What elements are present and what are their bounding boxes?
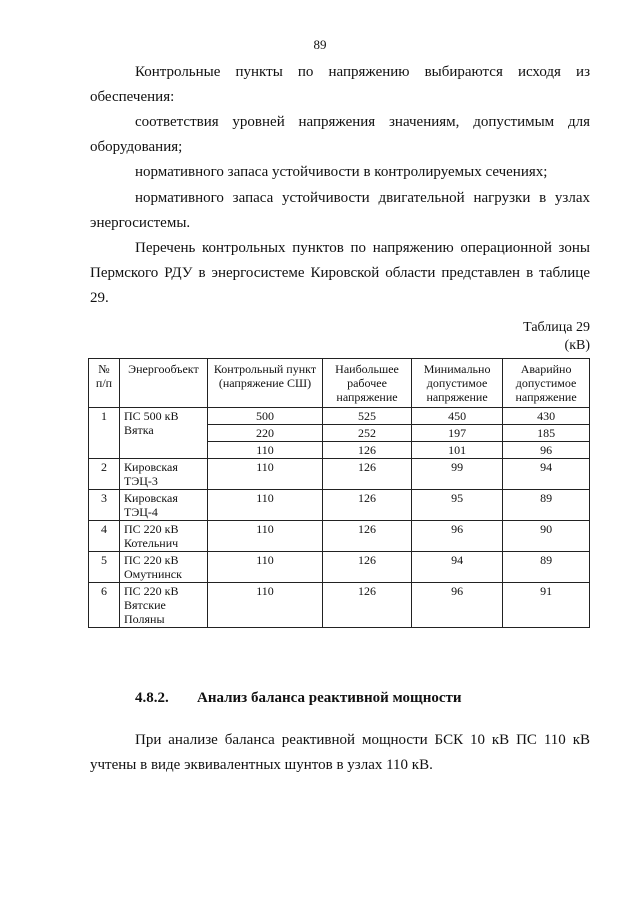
cell-max-operating: 126 <box>323 552 412 583</box>
row-number: 2 <box>89 459 120 490</box>
cell-min-allowed: 94 <box>411 552 502 583</box>
control-points-table <box>88 358 590 628</box>
cell-max-operating: 126 <box>323 459 412 490</box>
table-row <box>89 583 590 628</box>
table-row <box>89 459 590 490</box>
cell-control-point: 110 <box>207 583 322 628</box>
cell-emergency: 89 <box>503 552 590 583</box>
cell-min-allowed: 197 <box>411 425 502 442</box>
header-no: № п/п <box>89 359 120 408</box>
row-number: 5 <box>89 552 120 583</box>
row-number: 4 <box>89 521 120 552</box>
cell-max-operating: 126 <box>323 521 412 552</box>
cell-control-point: 110 <box>207 521 322 552</box>
cell-emergency: 430 <box>503 408 590 425</box>
row-object: ПС 220 кВ Вятские Поляны <box>120 583 208 628</box>
cell-emergency: 185 <box>503 425 590 442</box>
cell-emergency: 91 <box>503 583 590 628</box>
table-row <box>89 408 590 425</box>
header-emergency: Аварийно допустимое напряжение <box>503 359 590 408</box>
cell-control-point: 220 <box>207 425 322 442</box>
paragraph-reactive-power: При анализе баланса реактивной мощности БСК 10 кВ ПС 110 кВ учтены в виде эквивалентных шунтов в узлах 110 кВ. <box>90 732 590 773</box>
cell-control-point: 500 <box>207 408 322 425</box>
section-number: 4.8.2. <box>135 690 169 706</box>
row-object: ПС 220 кВ Котельнич <box>120 521 208 552</box>
paragraph-control-points-intro: Контрольные пункты по напряжению выбираются исходя из обеспечения: <box>90 64 590 105</box>
section-heading <box>135 690 462 707</box>
cell-min-allowed: 96 <box>411 521 502 552</box>
table-row <box>89 521 590 552</box>
table-caption-unit: (кВ) <box>564 338 590 353</box>
header-control-point: Контрольный пункт (напряжение СШ) <box>207 359 322 408</box>
cell-control-point: 110 <box>207 490 322 521</box>
row-number: 6 <box>89 583 120 628</box>
row-object: ПС 220 кВ Омутнинск <box>120 552 208 583</box>
cell-max-operating: 252 <box>323 425 412 442</box>
cell-control-point: 110 <box>207 552 322 583</box>
table-header-row <box>89 359 590 408</box>
header-object: Энергообъект <box>120 359 208 408</box>
cell-emergency: 96 <box>503 442 590 459</box>
header-max-operating: Наибольшее рабочее напряжение <box>323 359 412 408</box>
row-object: Кировская ТЭЦ-3 <box>120 459 208 490</box>
cell-min-allowed: 450 <box>411 408 502 425</box>
cell-min-allowed: 95 <box>411 490 502 521</box>
cell-max-operating: 126 <box>323 490 412 521</box>
cell-control-point: 110 <box>207 442 322 459</box>
table-row <box>89 552 590 583</box>
table-caption <box>523 319 590 355</box>
paragraph-voltage-compliance: соответствия уровней напряжения значениям, допустимым для оборудования; <box>90 114 590 155</box>
row-number: 1 <box>89 408 120 459</box>
cell-emergency: 90 <box>503 521 590 552</box>
cell-max-operating: 126 <box>323 442 412 459</box>
cell-max-operating: 126 <box>323 583 412 628</box>
row-object: Кировская ТЭЦ-4 <box>120 490 208 521</box>
cell-max-operating: 525 <box>323 408 412 425</box>
cell-control-point: 110 <box>207 459 322 490</box>
page-number: 89 <box>313 37 327 52</box>
header-min-allowed: Минимально допустимое напряжение <box>411 359 502 408</box>
cell-min-allowed: 96 <box>411 583 502 628</box>
table-caption-title: Таблица 29 <box>523 320 590 335</box>
cell-emergency: 89 <box>503 490 590 521</box>
paragraph-stability-sections: нормативного запаса устойчивости в контролируемых сечениях; <box>135 164 548 180</box>
cell-min-allowed: 101 <box>411 442 502 459</box>
paragraph-table-reference: Перечень контрольных пунктов по напряжению операционной зоны Пермского РДУ в энергосистеме Кировской области представлен в таблице 29. <box>90 240 590 306</box>
paragraph-motor-load-stability: нормативного запаса устойчивости двигательной нагрузки в узлах энергосистемы. <box>90 190 590 231</box>
cell-emergency: 94 <box>503 459 590 490</box>
row-object: ПС 500 кВ Вятка <box>120 408 208 459</box>
cell-min-allowed: 99 <box>411 459 502 490</box>
section-title: Анализ баланса реактивной мощности <box>197 690 462 706</box>
row-number: 3 <box>89 490 120 521</box>
table-row <box>89 490 590 521</box>
